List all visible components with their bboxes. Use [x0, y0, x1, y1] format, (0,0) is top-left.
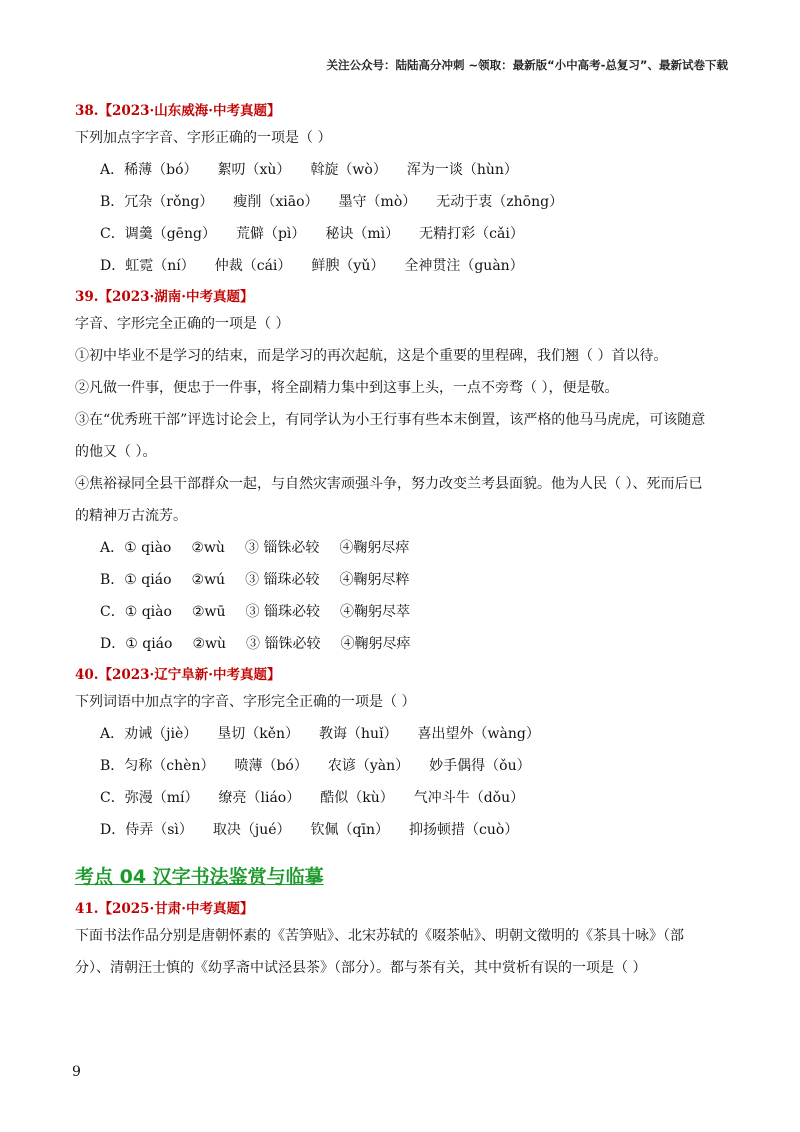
option-label: A． — [100, 162, 125, 178]
question-39-line: ④焦裕禄同全县干部群众一起，与自然灾害顽强斗争，努力改变兰考县面貌。他为人民（ ）、死而后已 — [75, 476, 703, 492]
option-word: 瘦削（xiāo） — [233, 194, 319, 210]
option-word: 稀薄（bó） — [124, 162, 198, 178]
question-38-tag: 38.【2023·山东威海·中考真题】 — [75, 103, 281, 119]
section-title: 考点 04 汉字书法鉴赏与临摹 — [75, 866, 324, 888]
question-39-line: 的他又（ ）。 — [75, 444, 157, 460]
question-39-line: ①初中毕业不是学习的结束，而是学习的再次起航，这是个重要的里程碑，我们翘（ ）首以待。 — [75, 348, 668, 364]
question-40-option-d — [75, 814, 725, 846]
option-word: 妙手偶得（ǒu） — [429, 758, 531, 774]
option-word: 酷似（kù） — [320, 790, 394, 806]
option-word: ④鞠躬尽瘁 — [339, 540, 410, 556]
option-label: C． — [100, 790, 125, 806]
option-word: ②wù — [192, 636, 227, 652]
question-39-option-b — [75, 564, 725, 596]
option-label: A． — [100, 540, 125, 556]
option-word: 虹霓（ní） — [125, 258, 195, 274]
option-label: D． — [100, 636, 126, 652]
option-word: ②wú — [191, 572, 226, 588]
question-40-tag: 40.【2023·辽宁阜新·中考真题】 — [75, 667, 281, 683]
page-number: 9 — [72, 1064, 81, 1080]
option-word: 仲裁（cái） — [214, 258, 292, 274]
option-word: 农谚（yàn） — [327, 758, 410, 774]
question-41-line: 下面书法作品分别是唐朝怀素的《苦笋贴》、北宋苏轼的《啜茶帖》、明朝文徵明的《茶具十咏》（部 — [75, 928, 684, 944]
question-38-stem: 下列加点字字音、字形正确的一项是（ ） — [75, 130, 332, 146]
option-word: ②wù — [191, 540, 225, 556]
question-40-option-c — [75, 782, 725, 814]
option-word: ④鞠躬尽萃 — [339, 604, 410, 620]
option-word: ③ 锱珠必较 — [245, 604, 320, 620]
option-label: D． — [100, 258, 126, 274]
question-39-option-d — [75, 628, 725, 660]
option-label: D． — [100, 822, 126, 838]
option-word: ④鞠躬尽瘁 — [340, 636, 411, 652]
option-word: ① qiáo — [124, 572, 172, 588]
question-38-option-c — [75, 218, 725, 250]
page-content — [75, 96, 725, 984]
question-39-tag: 39.【2023·湖南·中考真题】 — [75, 289, 254, 305]
option-word: ③ 锱铢必较 — [246, 636, 321, 652]
option-label: C． — [100, 226, 125, 242]
question-39-stem: 字音、字形完全正确的一项是（ ） — [75, 316, 290, 332]
option-word: ① qiào — [124, 540, 172, 556]
option-label: B． — [100, 572, 125, 588]
option-word: 抑扬顿措（cuò） — [409, 822, 519, 838]
option-word: 喷薄（bó） — [234, 758, 308, 774]
option-word: 全神贯注（guàn） — [404, 258, 524, 274]
option-word: 秘诀（mì） — [325, 226, 400, 242]
option-word: 无精打彩（cǎi） — [419, 226, 524, 242]
option-word: 缭亮（liáo） — [218, 790, 301, 806]
option-word: 鲜腴（yǔ） — [311, 258, 385, 274]
option-word: 劝诫（jiè） — [124, 726, 198, 742]
question-40-option-b — [75, 750, 725, 782]
question-40-option-a — [75, 718, 725, 750]
option-word: 斡旋（wò） — [310, 162, 387, 178]
option-word: 墨守（mò） — [338, 194, 417, 210]
option-word: 荒僻（pì） — [235, 226, 306, 242]
question-38-option-b — [75, 186, 725, 218]
option-word: ③ 锱铢必较 — [244, 540, 320, 556]
question-38-option-a — [75, 154, 725, 186]
option-word: ②wū — [191, 604, 226, 620]
option-word: ① qiáo — [125, 636, 173, 652]
option-word: 调羹（gēng） — [124, 226, 216, 242]
question-39-option-a — [75, 532, 725, 564]
option-word: 钦佩（qīn） — [310, 822, 390, 838]
option-word: 取决（jué） — [212, 822, 291, 838]
option-word: 教诲（huǐ） — [319, 726, 398, 742]
option-word: 冗杂（rǒng） — [124, 194, 214, 210]
question-39-option-c — [75, 596, 725, 628]
question-40-stem: 下列词语中加点字的字音、字形完全正确的一项是（ ） — [75, 694, 416, 710]
option-label: B． — [100, 194, 125, 210]
question-39-line: 的精神万古流芳。 — [75, 508, 187, 524]
option-label: B． — [100, 758, 125, 774]
option-word: 侍弄（sì） — [125, 822, 193, 838]
option-word: 弥漫（mí） — [124, 790, 199, 806]
question-39-line: ②凡做一件事，便忠于一件事，将全副精力集中到这事上头，一点不旁骛（ ），便是敬。 — [75, 380, 619, 396]
option-word: 絮叨（xù） — [217, 162, 291, 178]
option-word: ① qiào — [124, 604, 172, 620]
option-word: ④鞠躬尽粹 — [339, 572, 410, 588]
option-word: 无动于衷（zhōng） — [436, 194, 564, 210]
option-word: 浑为一谈（hùn） — [406, 162, 518, 178]
question-41-tag: 41.【2025·甘肃·中考真题】 — [75, 901, 254, 917]
option-word: 匀称（chèn） — [124, 758, 215, 774]
header-note: 关注公众号：陆陆高分冲刺 ~领取：最新版“小中高考-总复习”、最新试卷下载 — [326, 58, 728, 72]
question-41-line: 分）、清朝汪士慎的《幼孚斋中试泾县茶》（部分）。都与茶有关，其中赏析有误的一项是（ ） — [75, 960, 647, 976]
option-word: 喜出望外（wàng） — [417, 726, 540, 742]
option-label: A． — [100, 726, 125, 742]
option-word: ③ 锱珠必较 — [245, 572, 320, 588]
option-word: 气冲斗牛（dǒu） — [413, 790, 525, 806]
question-38-option-d — [75, 250, 725, 282]
option-word: 垦切（kěn） — [217, 726, 300, 742]
option-label: C． — [100, 604, 125, 620]
question-39-line: ③在“优秀班干部”评选讨论会上，有同学认为小王行事有些本末倒置，该严格的他马马虎虎，可该随意 — [75, 412, 706, 428]
